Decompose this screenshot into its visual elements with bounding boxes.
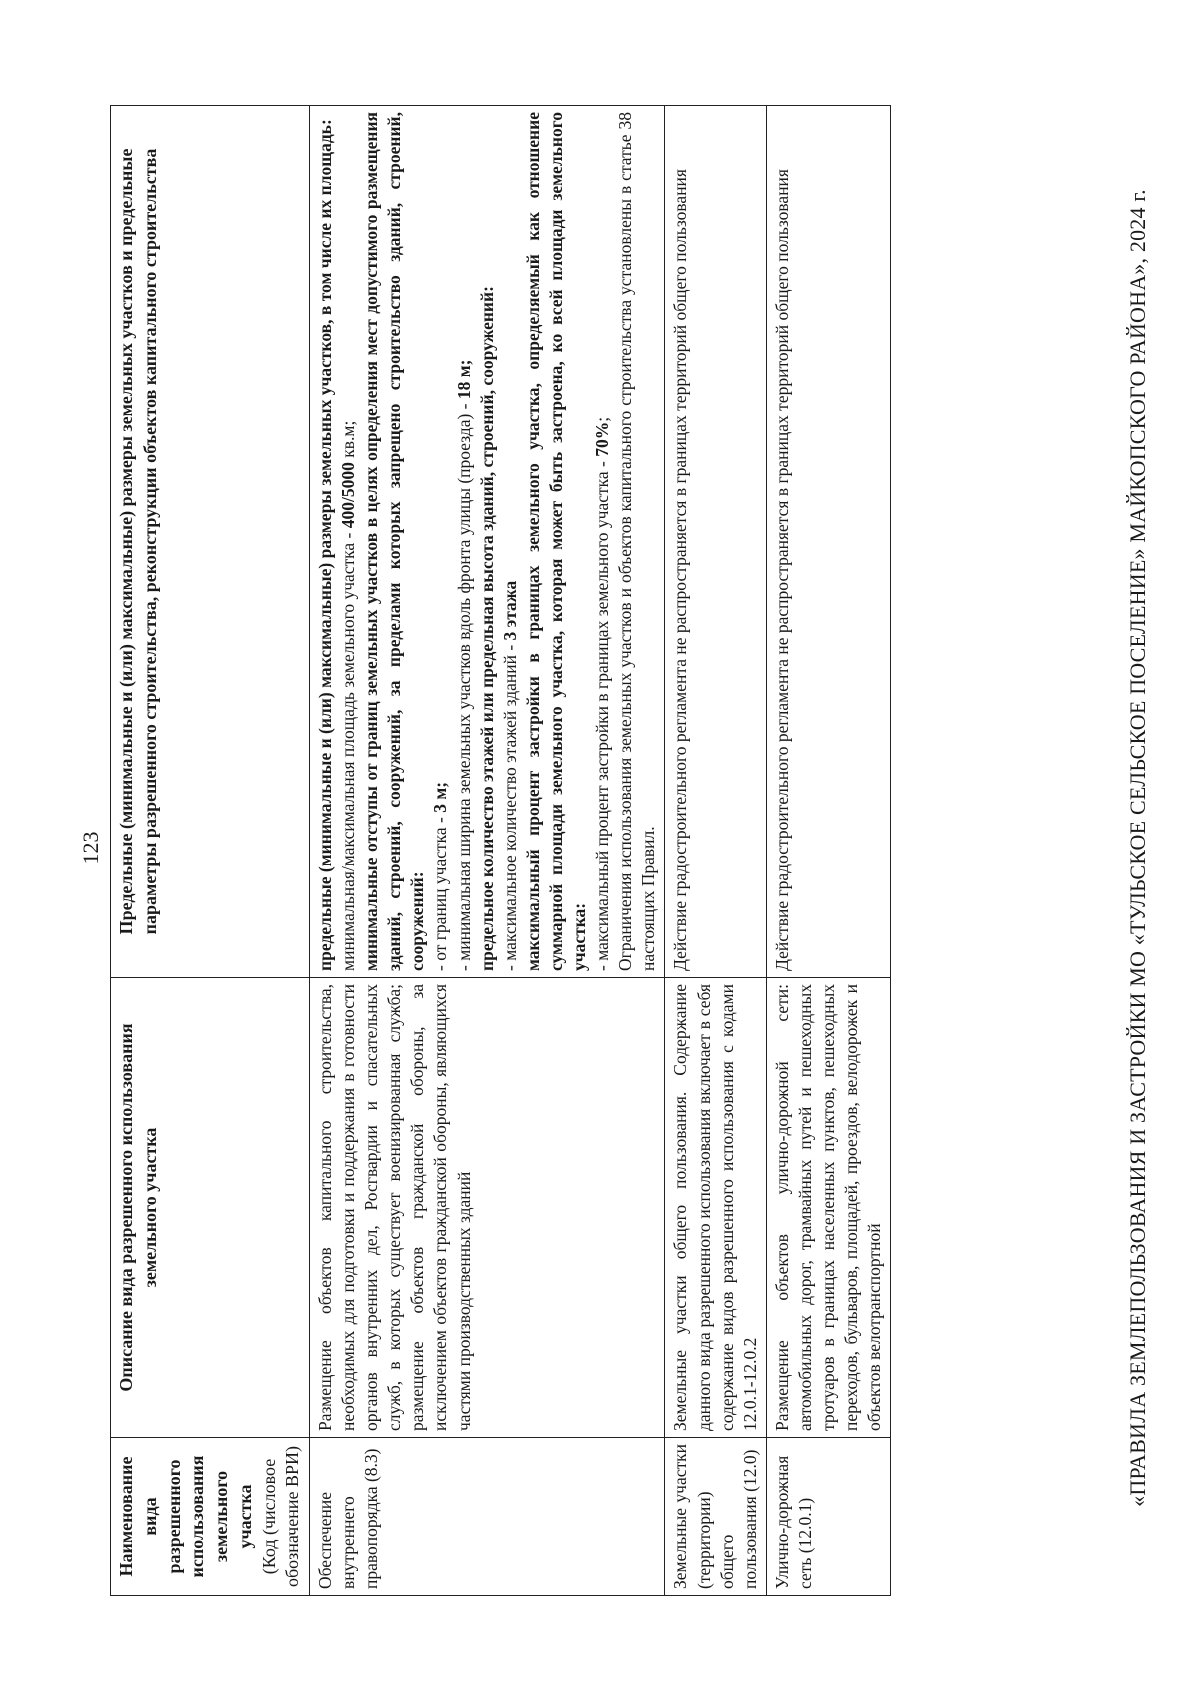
header-use-description: Описание вида разрешенного использования земельного участка [111, 978, 310, 1438]
page-number: 123 [78, 831, 103, 865]
table-row [766, 106, 890, 1596]
param-max-floors [499, 112, 522, 971]
param-coverage-value: 70% [592, 421, 613, 457]
row-use-description: Размещение объектов капитального строительства, необходимых для подготовки и поддержания в готовности органов внутренних дел, Росгвардии и спасательных служб, в которых существует военизированная служба; размещение объектов гражданской обороны, за исключением объектов гражданской обороны, являющихся частями производственных зданий [310, 978, 665, 1438]
param-coverage [591, 112, 614, 971]
param-setbacks-heading: минимальные отступы от границ земельных участков в целях определения мест допустимого размещения зданий, строений, сооружений, за пределами которых запрещено строительство зданий, строений, сооружений: [361, 112, 428, 971]
param-plot-area-value: 400/5000 [338, 462, 359, 529]
header-parameters: Предельные (минимальные и (или) максимальные) размеры земельных участков и предельные параметры разрешенного строительства, реконструкции объектов капитального строительства [111, 106, 310, 978]
row-use-description: Размещение объектов улично-дорожной сети: автомобильных дорог, трамвайных путей и пешеходных тротуаров в границах населенных пунктов, пешеходных переходов, бульваров, площадей, проездов, велодорожек и объектов велотранспортной [766, 978, 890, 1438]
param-plot-area-unit: кв.м; [338, 420, 359, 463]
param-max-floors-label: - максимальное количество этажей зданий - [499, 640, 520, 971]
param-plot-area [337, 112, 360, 971]
table-header-row [111, 106, 310, 1596]
param-plot-area-label: минимальная/максимальная площадь земельного участка - [338, 528, 359, 971]
param-coverage-label: - максимальный процент застройки в границах земельного участка - [592, 456, 613, 971]
land-use-table [110, 105, 891, 1596]
row-use-description: Земельные участки общего пользования. Содержание данного вида разрешенного использования включает в себя содержание видов разрешенного использования с кодами 12.0.1-12.0.2 [665, 978, 766, 1438]
row-parameters: Действие градостроительного регламента не распространяется в границах территорий общего пользования [766, 106, 890, 978]
row-parameters: Действие градостроительного регламента не распространяется в границах территорий общего пользования [665, 106, 766, 978]
param-frontage-width-value: 18 м; [453, 359, 474, 400]
header-use-name-title: Наименование вида разрешенного использования земельного участка [116, 1455, 255, 1578]
param-setback-boundary [429, 112, 452, 971]
row-use-name: Земельные участки (территории) общего пользования (12.0) [665, 1438, 766, 1596]
table-row [665, 106, 766, 1596]
param-coverage-heading: максимальный процент застройки в границах земельного участка, определяемый как отношение суммарной площади земельного участка, которая может быть застроена, ко всей площади земельного участка: [522, 112, 590, 971]
param-frontage-width [453, 112, 476, 971]
row-parameters [310, 106, 665, 978]
param-frontage-width-label: - минимальная ширина земельных участков вдоль фронта улицы (проезда) - [453, 399, 474, 971]
row-use-name: Улично-дорожная сеть (12.0.1) [766, 1438, 890, 1596]
param-plot-size-heading: предельные (минимальные и (или) максимальные) размеры земельных участков, в том числе их площадь: [315, 119, 335, 971]
param-coverage-tail: ; [592, 416, 613, 422]
param-restrictions-note: Ограничения использования земельных участков и объектов капитального строительства установлены в статье 38 настоящих Правил. [615, 112, 659, 971]
param-max-floors-value: 3 этажа [499, 580, 520, 641]
header-use-name [111, 1438, 310, 1596]
document-footer: «ПРАВИЛА ЗЕМЛЕПОЛЬЗОВАНИЯ И ЗАСТРОЙКИ МО «ТУЛЬСКОЕ СЕЛЬСКОЕ ПОСЕЛЕНИЕ» МАЙКОПСКОГО РАЙОНА», 2024 г. [1125, 189, 1150, 1507]
row-use-name: Обеспечение внутреннего правопорядка (8.3) [310, 1438, 665, 1596]
param-floors-heading: предельное количество этажей или предельная высота зданий, строений, сооружений: [476, 286, 497, 971]
header-use-code: (Код (числовое обозначение ВРИ) [258, 1446, 303, 1587]
table-row [310, 106, 665, 1596]
param-setback-boundary-label: - от границ участка - [430, 812, 451, 971]
param-setback-boundary-value: 3 м; [430, 781, 451, 813]
